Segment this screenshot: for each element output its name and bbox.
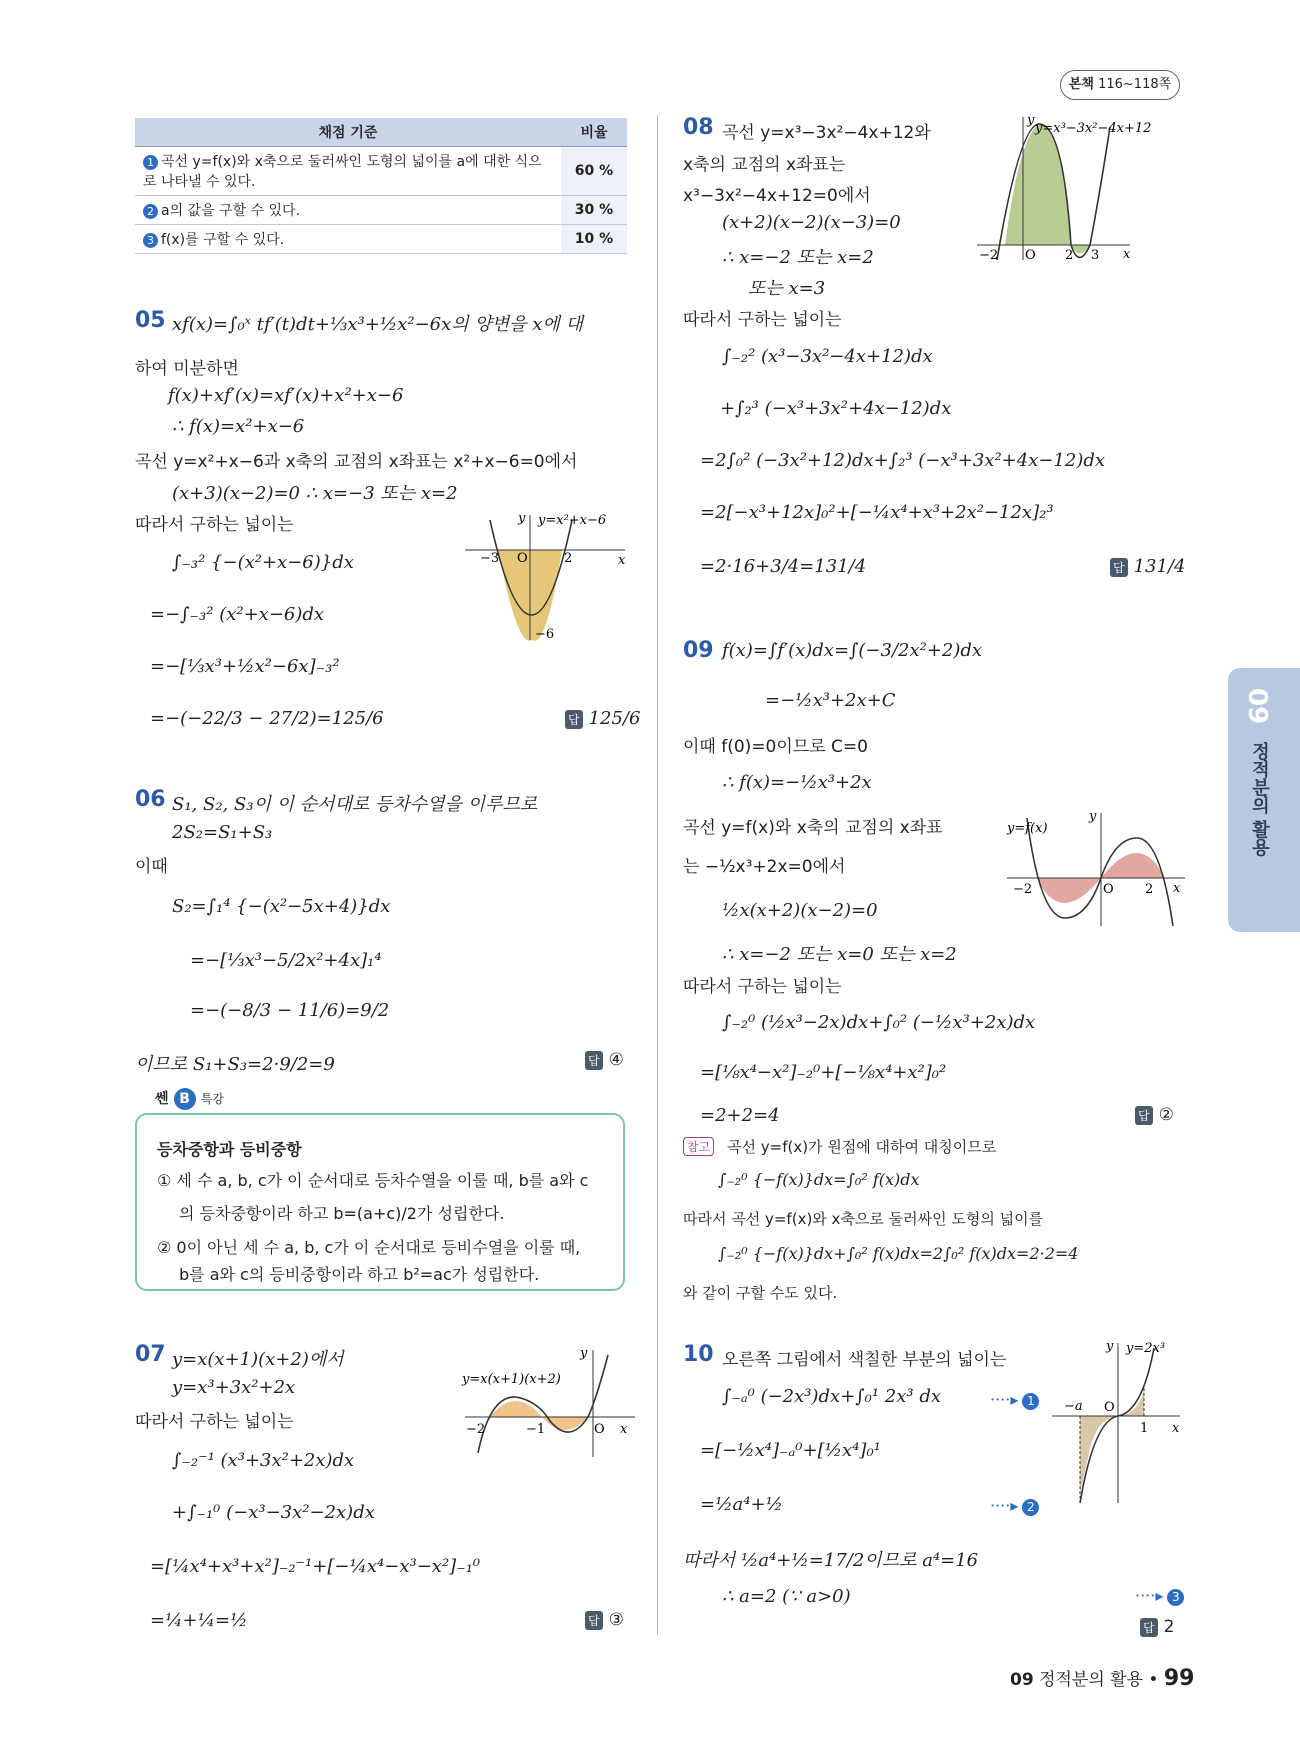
p09-line-0: f(x)=∫f′(x)dx=∫(−3/2x²+2)dx — [722, 640, 983, 661]
tick-o: O — [1025, 248, 1036, 262]
p08-line-8: +∫₂³ (−x³+3x²+4x−12)dx — [720, 398, 952, 419]
tick-m6: −6 — [535, 627, 555, 642]
tick-1: 1 — [1140, 1421, 1149, 1436]
p06-line-2: 이때 — [135, 857, 168, 877]
p06-line-4: =−[⅓x³−5/2x²+4x]₁⁴ — [190, 950, 382, 971]
p09-line-1: =−½x³+2x+C — [765, 690, 896, 711]
problem-number-10: 10 — [683, 1342, 714, 1367]
rubric-header-criteria: 채점 기준 — [135, 118, 561, 147]
p05-graph — [460, 510, 635, 645]
row-ratio: 10 % — [561, 225, 627, 254]
problem-number-06: 06 — [135, 787, 166, 812]
tip-box — [135, 1113, 625, 1291]
axis-x: x — [1173, 881, 1181, 896]
tip-brand-sub: 특강 — [200, 1092, 224, 1106]
answer-label: 답 — [585, 1051, 603, 1070]
graph-func: y=x²+x−6 — [538, 513, 607, 528]
p09-note-4: 와 같이 구할 수도 있다. — [683, 1284, 838, 1302]
tip-brand — [155, 1088, 224, 1110]
p07-line-0: y=x(x+1)(x+2)에서 — [172, 1349, 344, 1370]
axis-x: x — [620, 1422, 628, 1437]
p07-graph — [460, 1345, 640, 1460]
p08-line-7: ∫₋₂² (x³−3x²−4x+12)dx — [722, 346, 933, 367]
answer-label: 답 — [1140, 1618, 1158, 1637]
p07-line-2: 따라서 구하는 넓이는 — [135, 1412, 294, 1432]
row-text: f(x)를 구할 수 있다. — [161, 232, 285, 248]
p07-line-6: =¼+¼=½ — [150, 1610, 248, 1631]
p05-line-7: ∫₋₃² {−(x²+x−6)}dx — [172, 552, 354, 573]
page-number: 99 — [1163, 1666, 1195, 1691]
p06-line-3: S₂=∫₁⁴ {−(x²−5x+4)}dx — [172, 896, 391, 917]
p05-line-9: =−[⅓x³+½x²−6x]₋₃² — [150, 656, 340, 677]
step-marker: 3 — [1167, 1589, 1184, 1606]
p09-line-8: 따라서 구하는 넓이는 — [683, 977, 842, 997]
row-text: 곡선 y=f(x)와 x축으로 둘러싸인 도형의 넓이를 a에 대한 식으로 나타낼 수 있다. — [143, 154, 542, 190]
p09-line-4: 곡선 y=f(x)와 x축의 교점의 x좌표 — [683, 818, 943, 838]
axis-y: y — [580, 1346, 588, 1361]
p10-line-0: 오른쪽 그림에서 색칠한 부분의 넓이는 — [722, 1350, 1007, 1370]
p08-line-0: 곡선 y=x³−3x²−4x+12와 — [722, 123, 931, 143]
problem-number-08: 08 — [683, 115, 714, 140]
footer-title: 정적분의 활용 — [1039, 1670, 1144, 1690]
p08-line-11: =2·16+3/4=131/4 — [700, 556, 867, 577]
p08-line-6: 따라서 구하는 넓이는 — [683, 310, 842, 330]
tick-o: O — [1103, 882, 1114, 897]
p08-line-3: (x+2)(x−2)(x−3)=0 — [722, 212, 901, 233]
p05-line-8: =−∫₋₃² (x²+x−6)dx — [150, 604, 325, 625]
axis-y: y — [1089, 809, 1097, 824]
step-marker: 2 — [1022, 1499, 1039, 1516]
tick-m3: −3 — [480, 551, 500, 566]
p05-line-6: 따라서 구하는 넓이는 — [135, 515, 294, 535]
side-tab-number: 09 — [1242, 688, 1272, 725]
axis-x: x — [1123, 247, 1131, 262]
p08-graph — [975, 112, 1185, 262]
table-row — [135, 225, 627, 254]
tick-o: O — [594, 1422, 605, 1437]
graph-func: y=x³−3x²−4x+12 — [1035, 121, 1152, 136]
p09-note-1: ∫₋₂⁰ {−f(x)}dx=∫₀² f(x)dx — [718, 1170, 920, 1189]
p10-line-2: =[−½x⁴]₋ₐ⁰+[½x⁴]₀¹ — [700, 1440, 881, 1461]
p08-line-9: =2∫₀² (−3x²+12)dx+∫₂³ (−x³+3x²+4x−12)dx — [700, 450, 1106, 471]
step-marker: 1 — [1022, 1393, 1039, 1410]
graph-func: y=2x³ — [1126, 1341, 1166, 1356]
answer-label: 답 — [565, 710, 583, 729]
p05-line-4: 곡선 y=x²+x−6과 x축의 교점의 x좌표는 x²+x−6=0에서 — [135, 452, 578, 472]
p10-answer — [1140, 1617, 1174, 1637]
footer-number: 09 — [1010, 1670, 1034, 1690]
table-row — [135, 196, 627, 225]
p10-line-3: =½a⁴+½ — [700, 1494, 784, 1515]
p06-line-6: 이므로 S₁+S₃=2·9/2=9 — [135, 1054, 335, 1075]
p10-graph — [1050, 1338, 1185, 1508]
column-divider — [657, 115, 658, 1635]
book-ref-pages: 116~118쪽 — [1098, 77, 1172, 92]
p09-note-0: 곡선 y=f(x)가 원점에 대하여 대칭이므로 — [727, 1138, 997, 1156]
rubric-header-ratio: 비율 — [561, 118, 627, 147]
tick-m2: −2 — [979, 248, 999, 262]
answer-label: 답 — [1135, 1106, 1153, 1125]
p09-graph — [1005, 808, 1190, 928]
tip-title: 등차중항과 등비중항 — [157, 1140, 302, 1159]
p05-answer — [565, 708, 640, 729]
p09-line-10: =[⅛x⁴−x²]₋₂⁰+[−⅛x⁴+x²]₀² — [700, 1062, 947, 1083]
tip-item-1: 의 등차중항이라 하고 b=(a+c)/2가 성립한다. — [179, 1204, 505, 1223]
row-number: 3 — [143, 233, 158, 248]
problem-number-05: 05 — [135, 308, 166, 333]
tick-m2: −2 — [466, 1422, 486, 1437]
book-ref-label: 본책 — [1068, 77, 1094, 92]
side-tab — [1228, 668, 1300, 932]
answer-label: 답 — [585, 1611, 603, 1630]
p05-line-2: f(x)+xf′(x)=xf′(x)+x²+x−6 — [168, 385, 404, 406]
p05-line-5: (x+3)(x−2)=0 ∴ x=−3 또는 x=2 — [172, 483, 458, 504]
tip-item-3: b를 a와 c의 등비중항이라 하고 b²=ac가 성립한다. — [179, 1265, 540, 1284]
p09-line-11: =2+2=4 — [700, 1105, 780, 1126]
p10-marker-2: ····▸ 2 — [990, 1496, 1039, 1516]
side-tab-title: 정적분의 활용 — [1249, 742, 1270, 857]
answer-label: 답 — [1110, 558, 1128, 577]
p09-answer — [1135, 1105, 1174, 1125]
answer-value: 131/4 — [1133, 556, 1186, 577]
p10-marker-1: ····▸ 1 — [990, 1390, 1039, 1410]
axis-y: y — [518, 511, 526, 526]
answer-value: ④ — [608, 1050, 624, 1070]
p07-line-1: y=x³+3x²+2x — [172, 1377, 296, 1398]
answer-value: 2 — [1163, 1617, 1175, 1637]
p09-line-5: 는 −½x³+2x=0에서 — [683, 857, 846, 877]
row-number: 2 — [143, 204, 158, 219]
answer-value: 125/6 — [588, 708, 641, 729]
book-ref-pill — [1060, 70, 1180, 100]
tick-m2: −2 — [1013, 882, 1033, 897]
p09-line-9: ∫₋₂⁰ (½x³−2x)dx+∫₀² (−½x³+2x)dx — [722, 1012, 1036, 1033]
p05-line-1: 하여 미분하면 — [135, 359, 239, 379]
axis-y: y — [1027, 113, 1035, 128]
tick-2: 2 — [1065, 248, 1074, 262]
axis-x: x — [618, 553, 626, 568]
p09-note-2: 따라서 곡선 y=f(x)와 x축으로 둘러싸인 도형의 넓이를 — [683, 1210, 1044, 1228]
p05-line-3: ∴ f(x)=x²+x−6 — [172, 416, 305, 437]
graph-func: y=x(x+1)(x+2) — [462, 1372, 561, 1387]
p10-line-5: ∴ a=2 (∵ a>0) — [722, 1586, 851, 1607]
tick-2: 2 — [1145, 882, 1154, 897]
tick-m1: −1 — [526, 1422, 546, 1437]
p05-line-0: xf(x)=∫₀ˣ tf′(t)dt+⅓x³+½x²−6x의 양변을 x에 대 — [172, 314, 583, 335]
row-number: 1 — [143, 155, 158, 170]
p08-answer — [1110, 556, 1185, 577]
p10-line-1: ∫₋ₐ⁰ (−2x³)dx+∫₀¹ 2x³ dx — [722, 1386, 942, 1407]
axis-y: y — [1106, 1339, 1114, 1354]
tick-ma: −a — [1064, 1399, 1083, 1414]
p07-answer — [585, 1610, 624, 1630]
p06-line-0: S₁, S₂, S₃이 이 순서대로 등차수열을 이루므로 — [172, 794, 538, 815]
table-row — [135, 147, 627, 196]
problem-number-07: 07 — [135, 1342, 166, 1367]
answer-value: ② — [1158, 1105, 1174, 1125]
p05-line-10: =−(−22/3 − 27/2)=125/6 — [150, 708, 384, 729]
tick-o: O — [517, 551, 528, 566]
p06-answer — [585, 1050, 624, 1070]
row-text: a의 값을 구할 수 있다. — [161, 203, 301, 219]
p09-note-label: 참고 — [683, 1137, 714, 1156]
p08-line-5: 또는 x=3 — [748, 278, 826, 299]
page-footer: 09 정적분의 활용 • 99 — [1010, 1666, 1195, 1691]
row-ratio: 60 % — [561, 147, 627, 196]
tip-item-2: ② 0이 아닌 세 수 a, b, c가 이 순서대로 등비수열을 이룰 때, — [157, 1238, 581, 1257]
problem-number-09: 09 — [683, 638, 714, 663]
p06-line-5: =−(−8/3 − 11/6)=9/2 — [190, 1000, 390, 1021]
p09-note-3: ∫₋₂⁰ {−f(x)}dx+∫₀² f(x)dx=2∫₀² f(x)dx=2·2=4 — [718, 1244, 1079, 1263]
graph-func: y=f(x) — [1007, 821, 1048, 836]
tip-brand-b: B — [174, 1088, 196, 1110]
p09-line-6: ½x(x+2)(x−2)=0 — [722, 900, 878, 921]
p09-line-7: ∴ x=−2 또는 x=0 또는 x=2 — [722, 944, 957, 965]
tip-brand-main: 쎈 — [155, 1091, 169, 1107]
p07-line-4: +∫₋₁⁰ (−x³−3x²−2x)dx — [172, 1502, 375, 1523]
answer-value: ③ — [608, 1610, 624, 1630]
p08-line-4: ∴ x=−2 또는 x=2 — [722, 247, 874, 268]
p06-line-1: 2S₂=S₁+S₃ — [172, 822, 273, 843]
tick-2: 2 — [564, 551, 573, 566]
tip-item-0: ① 세 수 a, b, c가 이 순서대로 등차수열을 이룰 때, b를 a와 c — [157, 1171, 589, 1190]
axis-x: x — [1172, 1421, 1180, 1436]
p07-line-5: =[¼x⁴+x³+x²]₋₂⁻¹+[−¼x⁴−x³−x²]₋₁⁰ — [150, 1556, 481, 1577]
p09-line-2: 이때 f(0)=0이므로 C=0 — [683, 737, 868, 757]
p10-line-4: 따라서 ½a⁴+½=17/2이므로 a⁴=16 — [683, 1550, 979, 1571]
p08-line-1: x축의 교점의 x좌표는 — [683, 155, 846, 175]
p07-line-3: ∫₋₂⁻¹ (x³+3x²+2x)dx — [172, 1450, 355, 1471]
p08-line-10: =2[−x³+12x]₀²+[−¼x⁴+x³+2x²−12x]₂³ — [700, 502, 1054, 523]
p09-line-3: ∴ f(x)=−½x³+2x — [722, 772, 872, 793]
rubric-table — [135, 118, 627, 254]
tick-o: O — [1104, 1400, 1115, 1415]
row-ratio: 30 % — [561, 196, 627, 225]
p10-marker-3: ····▸ 3 — [1135, 1586, 1184, 1606]
tick-3: 3 — [1091, 248, 1100, 262]
p08-line-2: x³−3x²−4x+12=0에서 — [683, 186, 871, 206]
